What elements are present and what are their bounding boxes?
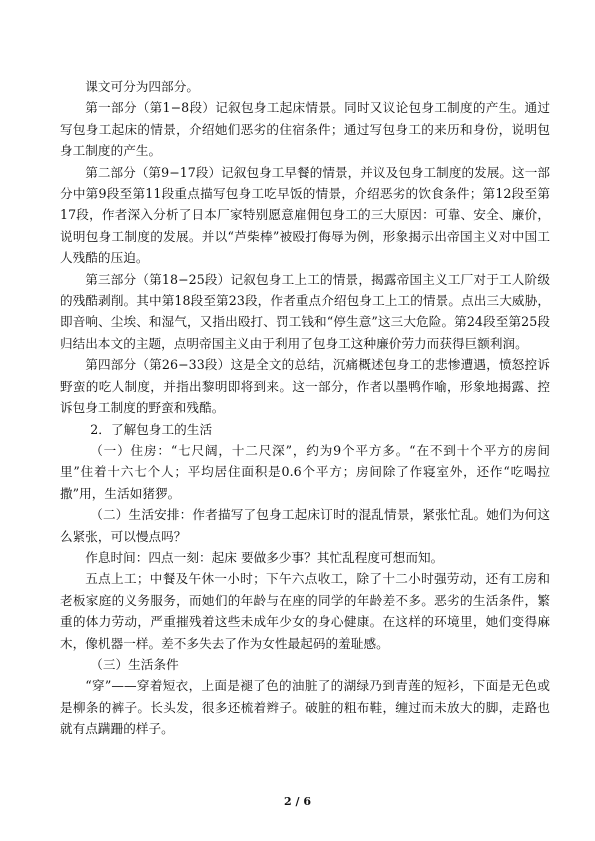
document-body xyxy=(60,76,550,740)
page-number: 2 / 6 xyxy=(284,795,311,808)
paragraph-schedule: （二）生活安排：作者描写了包身工起床订时的混乱情景，紧张忙乱。她们为何这么紧张，可以慢点吗？ xyxy=(60,507,550,544)
paragraph-timetable: 作息时间：四点一刻：起床 要做多少事？其忙乱程度可想而知。 xyxy=(85,549,444,565)
subheading-living-conditions: （三）生活条件 xyxy=(90,656,179,672)
section-heading-life: 2．了解包身工的生活 xyxy=(90,421,213,437)
paragraph-part-four: 第四部分（第26−33段）这是全文的总结，沉痛概述包身工的悲惨遭遇，愤怒控诉野蛮的吃人制度，并指出黎明即将到来。这一部分，作者以墨鸭作喻，形象地揭露、控诉包身工制度的野蛮和残酷。 xyxy=(60,357,550,416)
paragraph-housing: （一）住房：“七尺阔，十二尺深”，约为9个平方多。“在不到十个平方的房间里”住着十六七个人；平均居住面积是0.6个平方；房间除了作寝室外，还作“吃喝拉撒”用，生活如猪猡。 xyxy=(60,442,550,501)
paragraph-workday: 五点上工；中餐及午休一小时；下午六点收工，除了十二小时强劳动，还有工房和老板家庭的义务服务，而她们的年龄与在座的同学的年龄差不多。恶劣的生活条件，繁重的体力劳动，严重摧残着这些未成年少女的身心健康。在这样的环境里，她们变得麻木，像机器一样。差不多失去了作为女性最起码的羞耻感。 xyxy=(60,571,550,651)
paragraph-clothing: “穿”——穿着短衣，上面是褪了色的油脏了的湖绿乃到青莲的短衫，下面是无色或是柳条的裤子。长头发，很多还梳着辫子。破脏的粗布鞋，缠过而未放大的脚，走路也就有点蹒跚的样子。 xyxy=(60,678,550,737)
paragraph-part-one: 第一部分（第1−8段）记叙包身工起床情景。同时又议论包身工制度的产生。通过写包身工起床的情景，介绍她们恶劣的住宿条件；通过写包身工的来历和身份，说明包身工制度的产生。 xyxy=(60,100,550,159)
paragraph-intro: 课文可分为四部分。 xyxy=(85,79,199,94)
paragraph-part-three: 第三部分（第18−25段）记叙包身工上工的情景，揭露帝国主义工厂对于工人阶级的残酷剥削。其中第18段至第23段，作者重点介绍包身工上工的情景。点出三大威胁，即音响、尘埃、和湿气，又指出殴打、罚工钱和“停生意”这三大危险。第24段至第25段归结出本文的主题，点明帝国主义由于利用了包身工这种廉价劳力而获得巨额利润。 xyxy=(60,271,550,351)
paragraph-part-two: 第二部分（第9−17段）记叙包身工早餐的情景，并议及包身工制度的发展。这一部分中第9段至第11段重点描写包身工吃早饭的情景，介绍恶劣的饮食条件；第12段至第17段，作者深入分析了日本厂家特别愿意雇佣包身工的三大原因：可靠、安全、廉价，说明包身工制度的发展。并以“芦柴棒”被殴打侮辱为例，形象揭示出帝国主义对中国工人残酷的压迫。 xyxy=(60,164,550,266)
